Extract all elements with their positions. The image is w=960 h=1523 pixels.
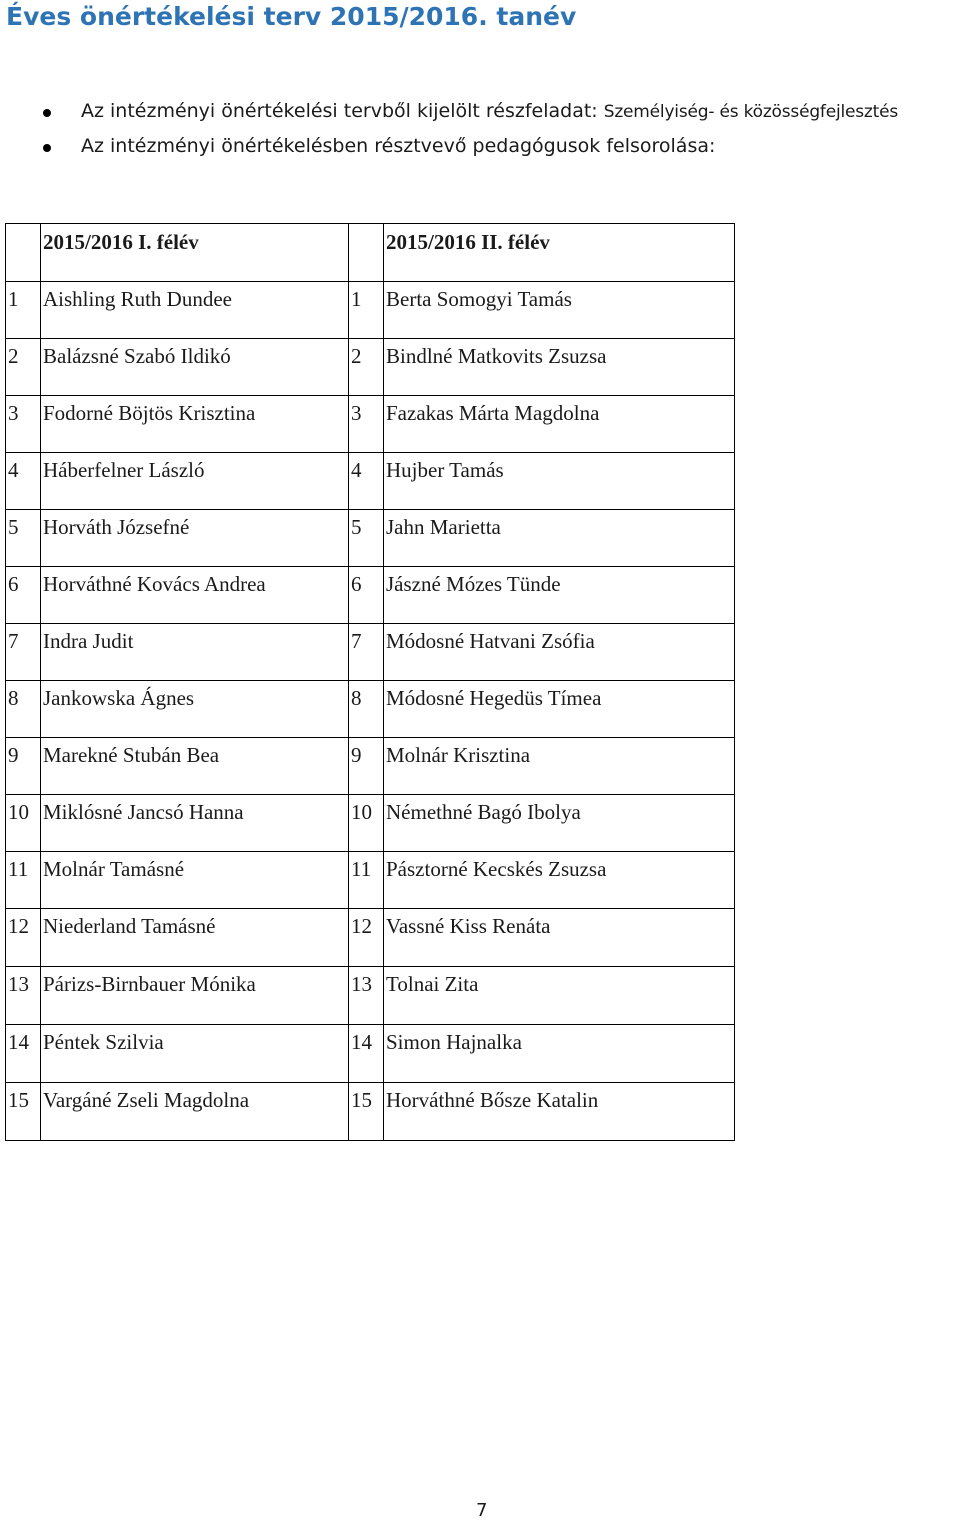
document-title: Éves önértékelési terv 2015/2016. tanév — [6, 2, 577, 31]
cell-num-second: 5 — [349, 510, 384, 567]
bullet-item-teachers — [0, 135, 960, 170]
cell-num-second: 10 — [349, 795, 384, 852]
cell-num-first: 13 — [6, 967, 41, 1025]
cell-num-first: 15 — [6, 1083, 41, 1141]
cell-num-second: 9 — [349, 738, 384, 795]
cell-name-first: Miklósné Jancsó Hanna — [41, 795, 349, 852]
cell-name-second: Fazakas Márta Magdolna — [384, 396, 735, 453]
cell-name-first: Horváthné Kovács Andrea — [41, 567, 349, 624]
teacher-table — [5, 223, 735, 1141]
table-row — [6, 396, 735, 453]
cell-name-first: Aishling Ruth Dundee — [41, 282, 349, 339]
cell-name-first: Jankowska Ágnes — [41, 681, 349, 738]
table-row — [6, 282, 735, 339]
cell-num-first: 8 — [6, 681, 41, 738]
cell-name-first: Péntek Szilvia — [41, 1025, 349, 1083]
cell-num-first: 14 — [6, 1025, 41, 1083]
cell-name-first: Fodorné Böjtös Krisztina — [41, 396, 349, 453]
cell-num-first: 6 — [6, 567, 41, 624]
table-row — [6, 909, 735, 967]
cell-name-second: Módosné Hegedüs Tímea — [384, 681, 735, 738]
cell-num-first: 3 — [6, 396, 41, 453]
bullet-text — [81, 135, 715, 157]
cell-name-second: Némethné Bagó Ibolya — [384, 795, 735, 852]
cell-name-first: Indra Judit — [41, 624, 349, 681]
cell-num-first: 2 — [6, 339, 41, 396]
cell-name-second: Simon Hajnalka — [384, 1025, 735, 1083]
cell-num-second: 4 — [349, 453, 384, 510]
table-row — [6, 1083, 735, 1141]
cell-name-first: Vargáné Zseli Magdolna — [41, 1083, 349, 1141]
cell-num-first: 5 — [6, 510, 41, 567]
table-row — [6, 681, 735, 738]
table-row — [6, 510, 735, 567]
cell-name-second: Jahn Marietta — [384, 510, 735, 567]
cell-num-first: 12 — [6, 909, 41, 967]
table-row — [6, 339, 735, 396]
cell-num-second: 14 — [349, 1025, 384, 1083]
cell-name-second: Hujber Tamás — [384, 453, 735, 510]
cell-num-second: 15 — [349, 1083, 384, 1141]
bullet-icon — [43, 109, 51, 117]
cell-name-first: Marekné Stubán Bea — [41, 738, 349, 795]
cell-name-second: Bindlné Matkovits Zsuzsa — [384, 339, 735, 396]
table-row — [6, 967, 735, 1025]
cell-num-first: 4 — [6, 453, 41, 510]
cell-num-first: 11 — [6, 852, 41, 909]
cell-name-first: Párizs-Birnbauer Mónika — [41, 967, 349, 1025]
header-cell-num-second — [349, 224, 384, 282]
header-cell-second-semester: 2015/2016 II. félév — [384, 224, 735, 282]
header-cell-first-semester: 2015/2016 I. félév — [41, 224, 349, 282]
header-cell-num-first — [6, 224, 41, 282]
table-header-row — [6, 224, 735, 282]
table-row — [6, 738, 735, 795]
cell-name-second: Módosné Hatvani Zsófia — [384, 624, 735, 681]
cell-name-first: Niederland Tamásné — [41, 909, 349, 967]
table-row — [6, 624, 735, 681]
cell-name-second: Vassné Kiss Renáta — [384, 909, 735, 967]
table-row — [6, 852, 735, 909]
cell-name-second: Berta Somogyi Tamás — [384, 282, 735, 339]
cell-name-second: Jászné Mózes Tünde — [384, 567, 735, 624]
cell-num-second: 6 — [349, 567, 384, 624]
cell-name-first: Horváth Józsefné — [41, 510, 349, 567]
cell-num-second: 8 — [349, 681, 384, 738]
cell-name-first: Balázsné Szabó Ildikó — [41, 339, 349, 396]
cell-num-second: 12 — [349, 909, 384, 967]
cell-name-second: Horváthné Bősze Katalin — [384, 1083, 735, 1141]
table-row — [6, 453, 735, 510]
table-row — [6, 795, 735, 852]
bullet-list — [0, 100, 960, 170]
bullet-label-task: Az intézményi önértékelési tervből kijelölt részfeladat: — [81, 100, 604, 122]
cell-num-second: 3 — [349, 396, 384, 453]
bullet-label-teachers: Az intézményi önértékelésben résztvevő pedagógusok felsorolása: — [81, 135, 716, 157]
bullet-item-task — [0, 100, 960, 135]
page-number: 7 — [476, 1500, 488, 1521]
cell-num-second: 2 — [349, 339, 384, 396]
cell-num-first: 1 — [6, 282, 41, 339]
table-row — [6, 567, 735, 624]
cell-name-second: Tolnai Zita — [384, 967, 735, 1025]
cell-num-first: 9 — [6, 738, 41, 795]
cell-name-first: Háberfelner László — [41, 453, 349, 510]
table-row — [6, 1025, 735, 1083]
cell-name-second: Pásztorné Kecskés Zsuzsa — [384, 852, 735, 909]
cell-num-first: 10 — [6, 795, 41, 852]
cell-num-first: 7 — [6, 624, 41, 681]
cell-num-second: 11 — [349, 852, 384, 909]
bullet-value-task: Személyiség- és közösségfejlesztés — [603, 102, 899, 122]
cell-num-second: 1 — [349, 282, 384, 339]
cell-name-first: Molnár Tamásné — [41, 852, 349, 909]
cell-name-second: Molnár Krisztina — [384, 738, 735, 795]
cell-num-second: 7 — [349, 624, 384, 681]
cell-num-second: 13 — [349, 967, 384, 1025]
bullet-icon — [43, 144, 51, 152]
bullet-text — [81, 100, 898, 122]
